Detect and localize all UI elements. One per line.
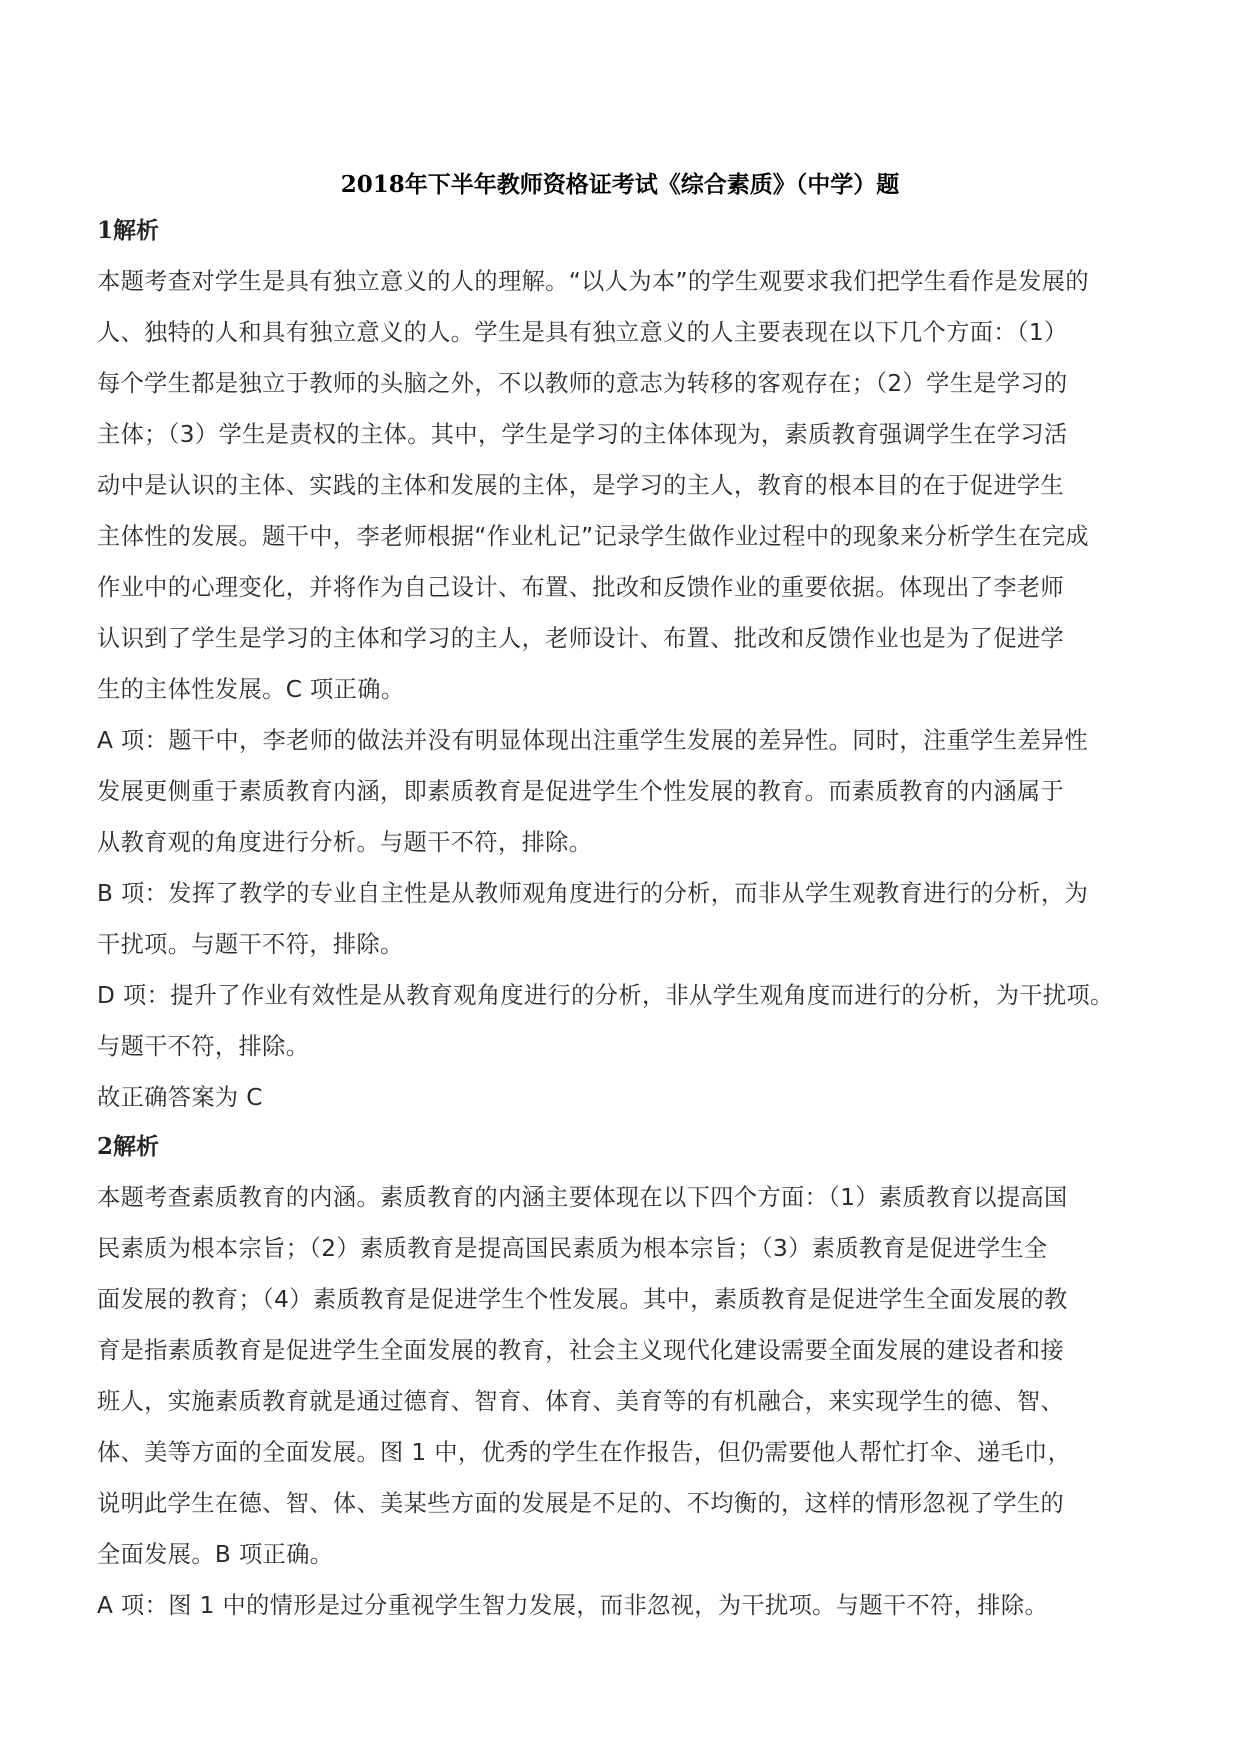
text-line: 面发展的教育；（4）素质教育是促进学生个性发展。其中，素质教育是促进学生全面发展的教 — [97, 1286, 1068, 1313]
text-line: 体、美等方面的全面发展。图 1 中，优秀的学生在作报告，但仍需要他人帮忙打伞、递毛巾， — [97, 1439, 1072, 1466]
section-1-option-a — [97, 715, 1177, 868]
text-line: 生的主体性发展。C 项正确。 — [97, 676, 405, 703]
document-title: 2018年下半年教师资格证考试《综合素质》（中学）题 — [340, 171, 900, 198]
text-line: 说明此学生在德、智、体、美某些方面的发展是不足的、不均衡的，这样的情形忽视了学生的 — [97, 1490, 1065, 1517]
text-line: 与题干不符，排除。 — [97, 1033, 310, 1060]
section-1-option-d — [97, 970, 1177, 1072]
text-line: 本题考查对学生是具有独立意义的人的理解。“以人为本”的学生观要求我们把学生看作是发展的 — [97, 268, 1089, 295]
section-2-paragraph-1 — [97, 1172, 1177, 1580]
text-line: 民素质为根本宗旨；（2）素质教育是提高国民素质为根本宗旨；（3）素质教育是促进学生全 — [97, 1235, 1048, 1262]
text-line: 育是指素质教育是促进学生全面发展的教育，社会主义现代化建设需要全面发展的建设者和接 — [97, 1337, 1065, 1364]
text-line: 从教育观的角度进行分析。与题干不符，排除。 — [97, 829, 593, 856]
section-1-paragraph-1 — [97, 256, 1177, 715]
text-line: A 项：题干中，李老师的做法并没有明显体现出注重学生发展的差异性。同时，注重学生差异性 — [97, 727, 1089, 754]
text-line: A 项：图 1 中的情形是过分重视学生智力发展，而非忽视，为干扰项。与题干不符，排除。 — [97, 1592, 1049, 1619]
text-line: 主体；（3）学生是责权的主体。其中，学生是学习的主体体现为，素质教育强调学生在学习活 — [97, 421, 1068, 448]
section-1-answer — [97, 1072, 1177, 1123]
section-1-option-b — [97, 868, 1177, 970]
section-2-body — [97, 1172, 1177, 1631]
text-line: 主体性的发展。题干中，李老师根据“作业札记”记录学生做作业过程中的现象来分析学生在完成 — [97, 523, 1089, 550]
text-line: B 项：发挥了教学的专业自主性是从教师观角度进行的分析，而非从学生观教育进行的分析，为 — [97, 880, 1089, 907]
text-line: 本题考查素质教育的内涵。素质教育的内涵主要体现在以下四个方面：（1）素质教育以提高国 — [97, 1184, 1068, 1211]
text-line: 动中是认识的主体、实践的主体和发展的主体，是学习的主人，教育的根本目的在于促进学生 — [97, 472, 1065, 499]
text-line: 发展更侧重于素质教育内涵，即素质教育是促进学生个性发展的教育。而素质教育的内涵属于 — [97, 778, 1065, 805]
section-1-heading: 1解析 — [97, 217, 160, 244]
text-line: 人、独特的人和具有独立意义的人。学生是具有独立意义的人主要表现在以下几个方面：（1） — [97, 319, 1068, 346]
section-1-body — [97, 256, 1177, 1123]
text-line: 班人，实施素质教育就是通过德育、智育、体育、美育等的有机融合，来实现学生的德、智、 — [97, 1388, 1065, 1415]
text-line: 认识到了学生是学习的主体和学习的主人，老师设计、布置、批改和反馈作业也是为了促进学 — [97, 625, 1065, 652]
section-2-option-a — [97, 1580, 1177, 1631]
text-line: 每个学生都是独立于教师的头脑之外，不以教师的意志为转移的客观存在；（2）学生是学习的 — [97, 370, 1068, 397]
text-line: 干扰项。与题干不符，排除。 — [97, 931, 404, 958]
text-line: 作业中的心理变化，并将作为自己设计、布置、批改和反馈作业的重要依据。体现出了李老师 — [97, 574, 1065, 601]
answer-line: 故正确答案为 C — [97, 1084, 263, 1111]
text-line: 全面发展。B 项正确。 — [97, 1541, 334, 1568]
section-2-heading: 2解析 — [97, 1133, 160, 1160]
text-line: D 项：提升了作业有效性是从教育观角度进行的分析，非从学生观角度而进行的分析，为干扰项。 — [97, 982, 1114, 1009]
